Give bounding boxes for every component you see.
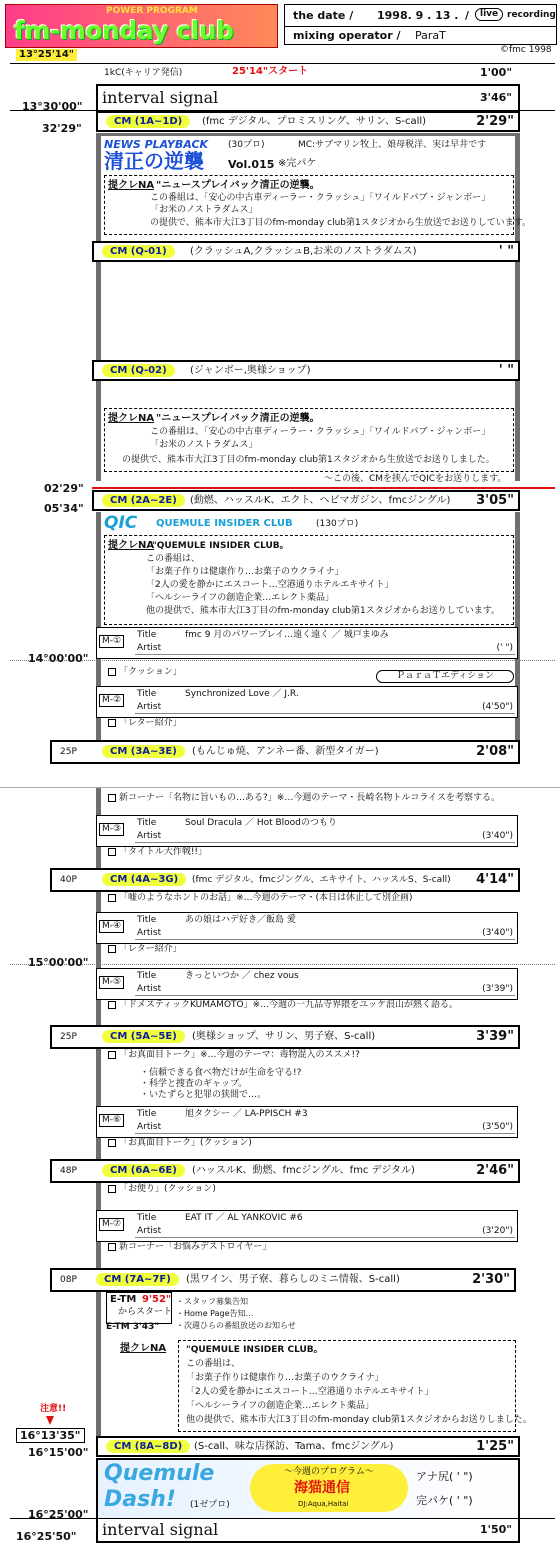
- news-ending-3: 「お米のノストラダムス」: [150, 440, 258, 450]
- m-tag: M-⑥: [99, 1114, 124, 1127]
- news-vol: Vol.015: [228, 158, 275, 171]
- dash-sub: (1ゼプロ): [190, 1500, 230, 1510]
- title-label: Title: [137, 1109, 157, 1119]
- cm-desc: (S-call、味な店探訪、Tama、fmcジングル): [194, 1441, 394, 1452]
- title-label: Title: [137, 971, 157, 981]
- news-after-note: 〜この後、CMを挟んでQICをお送りします。: [324, 474, 507, 484]
- m-tag: M-③: [99, 823, 124, 836]
- music-row-7[interactable]: [96, 1210, 518, 1242]
- interval-signal-top: [96, 84, 520, 112]
- dash-logo-2: Dash!: [104, 1487, 176, 1512]
- cm-label: CM (1A~1D): [106, 115, 190, 128]
- cm-time: 2'08": [476, 744, 514, 759]
- logo-box: [5, 4, 278, 48]
- news-sponsor-1: "ニュースプレイバック清正の逆襲。: [156, 180, 320, 191]
- cm-row-q02[interactable]: [92, 360, 520, 381]
- cm-desc: (奥様ショップ、サリン、男子寮、S-call): [192, 1031, 376, 1042]
- news-sponsor-4: の提供で、熊本市大江3丁目のfm-monday club第1スタジオから生放送でお送りしています。: [150, 218, 531, 228]
- interval-time: 3'46": [479, 91, 512, 104]
- artist-label: Artist: [137, 643, 162, 653]
- cm-desc: (もんじゅ焼、アンネー番、新型タイガー): [192, 746, 379, 757]
- header-info: [284, 4, 557, 45]
- cm-desc: (動燃、ハッスルK、エクト、ヘビマガジン、fmcジングル): [190, 495, 451, 506]
- news-mc: MC:サブマリン牧上、娘母税洋、実は早井です: [298, 140, 487, 150]
- new-corner-1: 新コーナー「名物に旨いもの…ある?」※…今週のテーマ・長崎名物トルコライスを考察する。: [108, 793, 500, 804]
- cm-row-5-frame: [50, 1025, 520, 1049]
- cm-desc: (クラッシュA,クラッシュB,お米のノストラダムス): [190, 246, 417, 257]
- cm-p: 40P: [60, 875, 77, 885]
- bullet-1: ・信頼できる食べ物だけが生命を守る!?: [140, 1068, 302, 1078]
- cm-label[interactable]: CM (3A~3E): [102, 745, 185, 758]
- m-tag: M-④: [99, 920, 124, 933]
- cm-desc: (ハッスルK、動燃、fmcジングル、fmc デジタル): [192, 1165, 415, 1176]
- etm-label: E-TM: [110, 1294, 137, 1305]
- artist-label: Artist: [137, 1122, 162, 1132]
- cm-time: 2'30": [472, 1272, 510, 1287]
- music-row-4[interactable]: [96, 912, 518, 944]
- qic-logo: QIC: [104, 513, 138, 533]
- cm-label: CM (Q-01): [102, 245, 175, 258]
- farewell-item: 「お便り」(クッション): [108, 1184, 216, 1195]
- one-kc-time: 1'00": [480, 66, 513, 79]
- cm-row-8[interactable]: [96, 1436, 520, 1457]
- serious-talk-1: 「お真面目トーク」※…今週のテーマ：毒物混入のススメ!?: [108, 1050, 360, 1061]
- time-02-29: 02'29": [44, 482, 84, 495]
- end-sponsor-label: 提クレNA: [120, 1343, 167, 1354]
- date-slash: /: [465, 9, 470, 22]
- cm-p: 25P: [60, 747, 77, 757]
- news-sponsor-2: この番組は、「安心の中古車ディーラー・クラッシュ」「ワイルドパブ・ジャンボー」: [150, 193, 491, 203]
- song-duration: (3'40"): [482, 831, 513, 841]
- song-duration: (3'50"): [482, 1122, 513, 1132]
- song-duration: (3'39"): [482, 984, 513, 994]
- date-label: the date /: [293, 9, 354, 22]
- news-sponsor-label: 提クレNA: [108, 180, 155, 191]
- caution-label: 注意!!: [40, 1404, 67, 1414]
- cm-desc: (fmc デジタル、fmcジングル、エキサイト、ハッスルS、S-call): [192, 875, 451, 885]
- qic-sub: (130プロ): [316, 519, 359, 529]
- cushion-item-1: 「クッション」: [108, 667, 182, 678]
- letter-item-2: 「レター紹介」: [108, 944, 182, 955]
- m-tag: M-①: [99, 635, 124, 648]
- title-label: Title: [137, 630, 157, 640]
- cm-row-2[interactable]: [92, 490, 520, 511]
- song-title: きっといつか ／ chez vous: [185, 971, 299, 981]
- qic-name: QUEMULE INSIDER CLUB: [156, 518, 293, 529]
- start-time-badge: 13°25'14": [16, 49, 77, 61]
- domestic-item: 「ドメスティックKUMAMOTO」※…今週の一九品寺界隈をユッケ浪山が熱く語る。: [108, 1000, 458, 1011]
- qic-line-1: "QUEMULE INSIDER CLUB。: [152, 541, 289, 551]
- time-16-13-35: 16°13'35": [16, 1428, 85, 1443]
- etm-note-3: ・次週ひらの番組放送のお知らせ: [176, 1321, 296, 1330]
- title-war-item: 「タイトル大作戦!!」: [108, 847, 207, 858]
- time-14-00: 14°00'00": [28, 652, 89, 665]
- qic-line-2: この番組は、: [146, 554, 201, 564]
- end-sponsor-3: 「お菓子作りは健康作り…お菓子のウクライナ」: [186, 1373, 384, 1383]
- cm-label: CM (Q-02): [102, 364, 175, 377]
- end-sponsor-4: 「2人の愛を静かにエスコート…空港通りホテルエキサイト」: [186, 1387, 434, 1397]
- m-tag: M-②: [99, 694, 124, 707]
- mixing-label: mixing operator /: [293, 29, 401, 42]
- cm-desc: (fmc デジタル、プロミスリング、サリン、S-call): [202, 116, 427, 127]
- song-title: fmc 9 月のパワープレイ…遠く遠く ／ 城戸まゆみ: [185, 630, 389, 640]
- cm-row-6-frame: [50, 1159, 520, 1183]
- time-13-30: 13°30'00": [22, 100, 83, 113]
- end-sponsor-2: この番組は、: [186, 1359, 241, 1369]
- news-sub: (30プロ): [228, 140, 265, 150]
- cm-label: CM (8A~8D): [106, 1440, 190, 1453]
- news-ending-2: この番組は、「安心の中古車ディーラー・クラッシュ」「ワイルドパブ・ジャンボー」: [150, 427, 491, 437]
- music-row-6[interactable]: [96, 1106, 518, 1138]
- cm-time: 4'14": [476, 872, 514, 887]
- cm-time: 3'05": [476, 493, 514, 508]
- song-title: Synchronized Love ／ J.R.: [185, 689, 299, 699]
- song-title: EAT IT ／ AL YANKOVIC #6: [185, 1213, 303, 1223]
- power-program-label: POWER PROGRAM: [106, 6, 198, 16]
- qic-line-4: 「2人の愛を静かにエスコート…空港通りホテルエキサイト」: [146, 580, 394, 590]
- letter-item-1: 「レター紹介」: [108, 718, 182, 729]
- caution-arrow-icon: [46, 1416, 54, 1425]
- song-duration: (' "): [496, 643, 513, 653]
- cm-label[interactable]: CM (4A~3G): [102, 873, 186, 886]
- cm-p: 48P: [60, 1166, 77, 1176]
- mixing-value: ParaT: [415, 29, 446, 42]
- etm-time: 9'52": [142, 1294, 172, 1305]
- cm-label: CM (2A~2E): [102, 494, 185, 507]
- qic-sponsor-label: 提クレNA: [108, 540, 155, 551]
- news-ending-4: の提供で、熊本市大江3丁目のfm-monday club第1スタジオから生放送でお送りしました。: [122, 455, 495, 465]
- cm-time: 2'29": [476, 114, 514, 129]
- song-duration: (3'40"): [482, 928, 513, 938]
- title-label: Title: [137, 689, 157, 699]
- cm-label[interactable]: CM (7A~7F): [96, 1273, 179, 1286]
- artist-label: Artist: [137, 928, 162, 938]
- title-label: Title: [137, 1213, 157, 1223]
- live-badge[interactable]: live: [475, 8, 503, 21]
- bullet-3: ・いたずらと犯罪の狭間で…。: [140, 1090, 267, 1100]
- cm-p: 08P: [60, 1275, 77, 1285]
- cm-row-q01[interactable]: [92, 241, 520, 262]
- dash-ana: アナ尻( ' "): [416, 1470, 473, 1483]
- song-title: Soul Dracula ／ Hot Bloodのつもり: [185, 818, 337, 828]
- etm-duration: E-TM 3'43": [106, 1322, 160, 1332]
- end-sponsor-1: "QUEMULE INSIDER CLUB。: [186, 1345, 323, 1355]
- news-vol-note: ※完パケ: [278, 158, 317, 169]
- cm-time: 3'39": [476, 1029, 514, 1044]
- cm-time: 2'46": [476, 1163, 514, 1178]
- etm-note-1: ・スタッフ募集告知: [176, 1297, 248, 1306]
- song-duration: (4'50"): [482, 702, 513, 712]
- etm-note-2: ・Home Page告知…: [176, 1309, 254, 1318]
- time-32-29: 32'29": [42, 122, 82, 135]
- dash-kanpake: 完パケ( ' "): [416, 1494, 473, 1507]
- title-label: Title: [137, 915, 157, 925]
- cm-desc: (ジャンボー,奥様ショップ): [190, 365, 311, 376]
- interval-label: interval signal: [102, 1520, 219, 1539]
- red-marker-line: [92, 487, 555, 489]
- cm-row-4-frame: [50, 868, 520, 892]
- cm-row-1[interactable]: [96, 111, 520, 132]
- artist-label: Artist: [137, 831, 162, 841]
- cm-time: 1'25": [476, 1439, 514, 1454]
- interval-label: interval signal: [102, 88, 219, 107]
- artist-label: Artist: [137, 1226, 162, 1236]
- copyright: ©fmc 1998: [500, 45, 552, 55]
- end-sponsor-6: 他の提供で、熊本市大江3丁目のfm-monday club第1スタジオからお送りしました。: [186, 1415, 532, 1425]
- news-sponsor-3: 「お米のノストラダムス」: [150, 205, 258, 215]
- logo-text: fm-monday club: [14, 16, 234, 45]
- music-row-1[interactable]: [96, 627, 518, 659]
- interval-signal-bottom: [96, 1519, 520, 1543]
- cm-row-3-frame: [50, 740, 520, 764]
- song-title: あの娘はハデ好き／飯島 愛: [185, 915, 296, 925]
- dash-dj: DJ:Aqua,Haitai: [298, 1500, 349, 1508]
- time-16-15: 16°15'00": [28, 1446, 89, 1459]
- dash-box: [96, 1458, 520, 1520]
- start-note: 25'14"スタート: [232, 66, 309, 77]
- news-ending-1: "ニュースプレイバック清正の逆襲。: [156, 413, 320, 424]
- music-row-3[interactable]: [96, 815, 518, 847]
- one-kc-label: 1kC(キャリア発信): [104, 68, 183, 78]
- new-corner-2: 新コーナー「お悩みデストロイヤー」: [108, 1242, 271, 1253]
- cm-p: 25P: [60, 1032, 77, 1042]
- cm-desc: (黒ワイン、男子寮、暮らしのミニ情報、S-call): [186, 1274, 400, 1285]
- time-05-34: 05'34": [44, 502, 84, 515]
- time-16-25-50: 16°25'50": [16, 1530, 77, 1543]
- cm-label[interactable]: CM (5A~5E): [102, 1030, 185, 1043]
- recording-label[interactable]: recording: [507, 10, 556, 20]
- date-value: 1998. 9 . 13 .: [377, 9, 459, 22]
- qic-line-5: 「ヘルシーライフの創造企業…エレクト薬品」: [146, 593, 335, 603]
- artist-label: Artist: [137, 984, 162, 994]
- news-title-jp: 清正の逆襲: [104, 149, 204, 173]
- m-tag: M-⑦: [99, 1218, 124, 1231]
- etm-start: からスタート: [118, 1307, 173, 1317]
- interval-time: 1'50": [479, 1523, 512, 1536]
- cm-time: ' ": [498, 363, 514, 378]
- bullet-2: ・科学と捜査のギャップ。: [140, 1079, 248, 1089]
- artist-label: Artist: [137, 702, 162, 712]
- qic-line-6: 他の提供で、熊本市大江3丁目のfm-monday club第1スタジオからお送りしています。: [146, 606, 500, 616]
- dash-logo-1: Quemule: [104, 1461, 215, 1486]
- news-title-en: NEWS PLAYBACK: [104, 138, 209, 151]
- parat-edition-badge: ＰａｒａＴエディション: [376, 670, 514, 683]
- music-row-5[interactable]: [96, 968, 518, 1000]
- end-sponsor-5: 「ヘルシーライフの創造企業…エレクト薬品」: [186, 1401, 375, 1411]
- news-ending-label: 提クレNA: [108, 413, 155, 424]
- dash-program: 海猫通信: [294, 1480, 350, 1496]
- cm-row-7-frame: [50, 1268, 516, 1292]
- dash-weekly: 〜今週のプログラム〜: [284, 1467, 374, 1477]
- qic-line-3: 「お菓子作りは健康作り…お菓子のウクライナ」: [146, 567, 344, 577]
- time-15-00: 15°00'00": [28, 956, 89, 969]
- song-duration: (3'20"): [482, 1226, 513, 1236]
- title-label: Title: [137, 818, 157, 828]
- m-tag: M-⑤: [99, 976, 124, 989]
- music-row-2[interactable]: [96, 686, 518, 718]
- song-title: 旭タクシー ／ LA-PPISCH #3: [185, 1109, 308, 1119]
- cm-time: ' ": [498, 244, 514, 259]
- cm-label[interactable]: CM (6A~6E): [102, 1164, 185, 1177]
- serious-talk-2: 「お真面目トーク」(クッション): [108, 1138, 252, 1149]
- time-16-25: 16°25'00": [28, 1508, 89, 1521]
- dream-item: 「嘘のようなホントのお話」※…今週のテーマ・(本日は休止して別企画): [108, 893, 413, 904]
